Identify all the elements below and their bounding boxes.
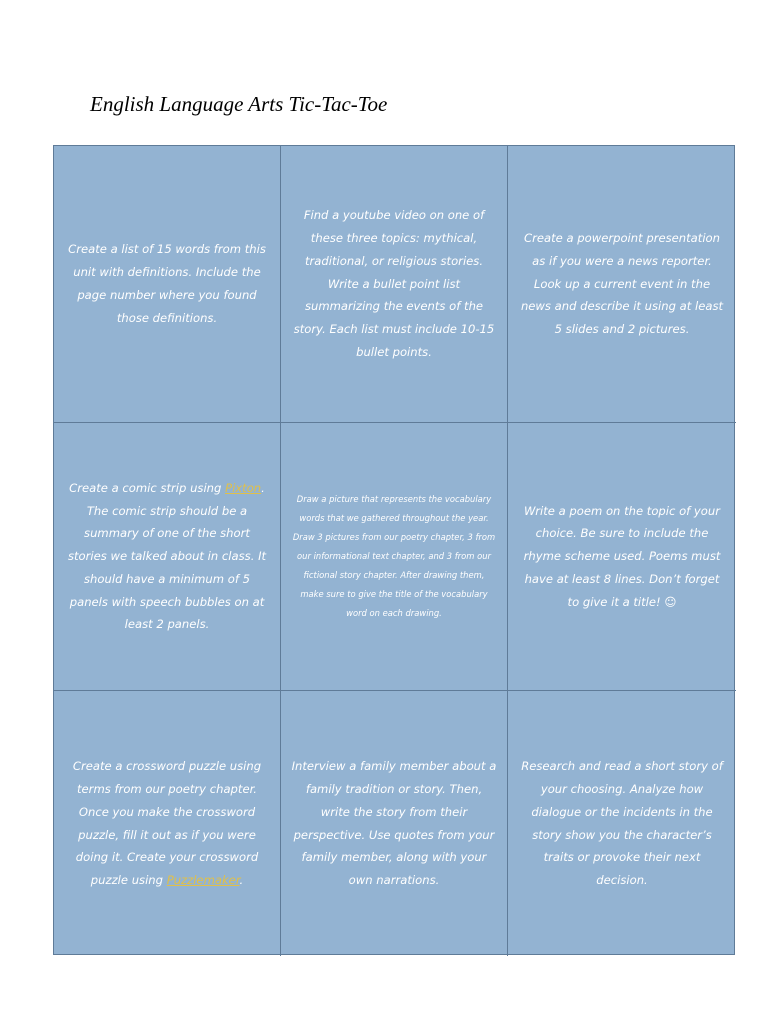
cell-7-text-before: Create a crossword puzzle using terms from our poetry chapter. Once you make the crossword puzzle, fill it out as if you were doing it. Create your crossword puzzle using <box>72 759 262 888</box>
board-cell-9 <box>508 691 736 956</box>
cell-6-text: Write a poem on the topic of your choice. Be sure to include the rhyme scheme used. Poems must have at least 8 lines. Don’t forget to give it a title! ☺ <box>523 503 721 609</box>
puzzlemaker-link[interactable]: Puzzlemaker <box>166 873 240 888</box>
cell-4-text <box>64 477 270 637</box>
board-cell-4 <box>54 423 281 691</box>
cell-2-text: Find a youtube video on one of these three topics: mythical, traditional, or religious stories. Write a bullet point list summarizing the events of the story. Each list must include 10-15 bullet points. <box>293 208 495 359</box>
cell-4-text-before: Create a comic strip using <box>69 480 226 495</box>
board-cell-5 <box>281 423 508 691</box>
board-cell-3 <box>508 146 736 423</box>
board-cell-6 <box>508 423 736 691</box>
board-cell-7 <box>54 691 281 956</box>
cell-9-text: Research and read a short story of your choosing. Analyze how dialogue or the incidents in the story show you the character’s traits or provoke their next decision. <box>521 759 723 888</box>
board-cell-2 <box>281 146 508 423</box>
board-cell-1 <box>54 146 281 423</box>
cell-3-text: Create a powerpoint presentation as if you were a news reporter. Look up a current event in the news and describe it using at least 5 slides and 2 pictures. <box>520 231 724 337</box>
cell-1-text: Create a list of 15 words from this unit with definitions. Include the page number where you found those definitions. <box>68 242 266 325</box>
cell-5-text: Draw a picture that represents the vocabulary words that we gathered throughout the year. Draw 3 pictures from our poetry chapter, 3 from our informational text chapter, and 3 from our fictional story chapter. After drawing them, make sure to give the title of the vocabulary word on each drawing. <box>292 494 496 618</box>
board-cell-8 <box>281 691 508 956</box>
page-title: English Language Arts Tic-Tac-Toe <box>90 92 388 116</box>
cell-8-text: Interview a family member about a family tradition or story. Then, write the story from their perspective. Use quotes from your family member, along with your own narrations. <box>291 759 497 888</box>
cell-7-text <box>64 755 270 892</box>
tic-tac-toe-board <box>53 145 735 955</box>
cell-7-text-after: . <box>239 873 244 888</box>
pixton-link[interactable]: Pixton <box>225 480 262 495</box>
cell-4-text-after: . The comic strip should be a summary of one of the short stories we talked about in class. It should have a minimum of 5 panels with speech bubbles on at least 2 panels. <box>67 480 267 632</box>
